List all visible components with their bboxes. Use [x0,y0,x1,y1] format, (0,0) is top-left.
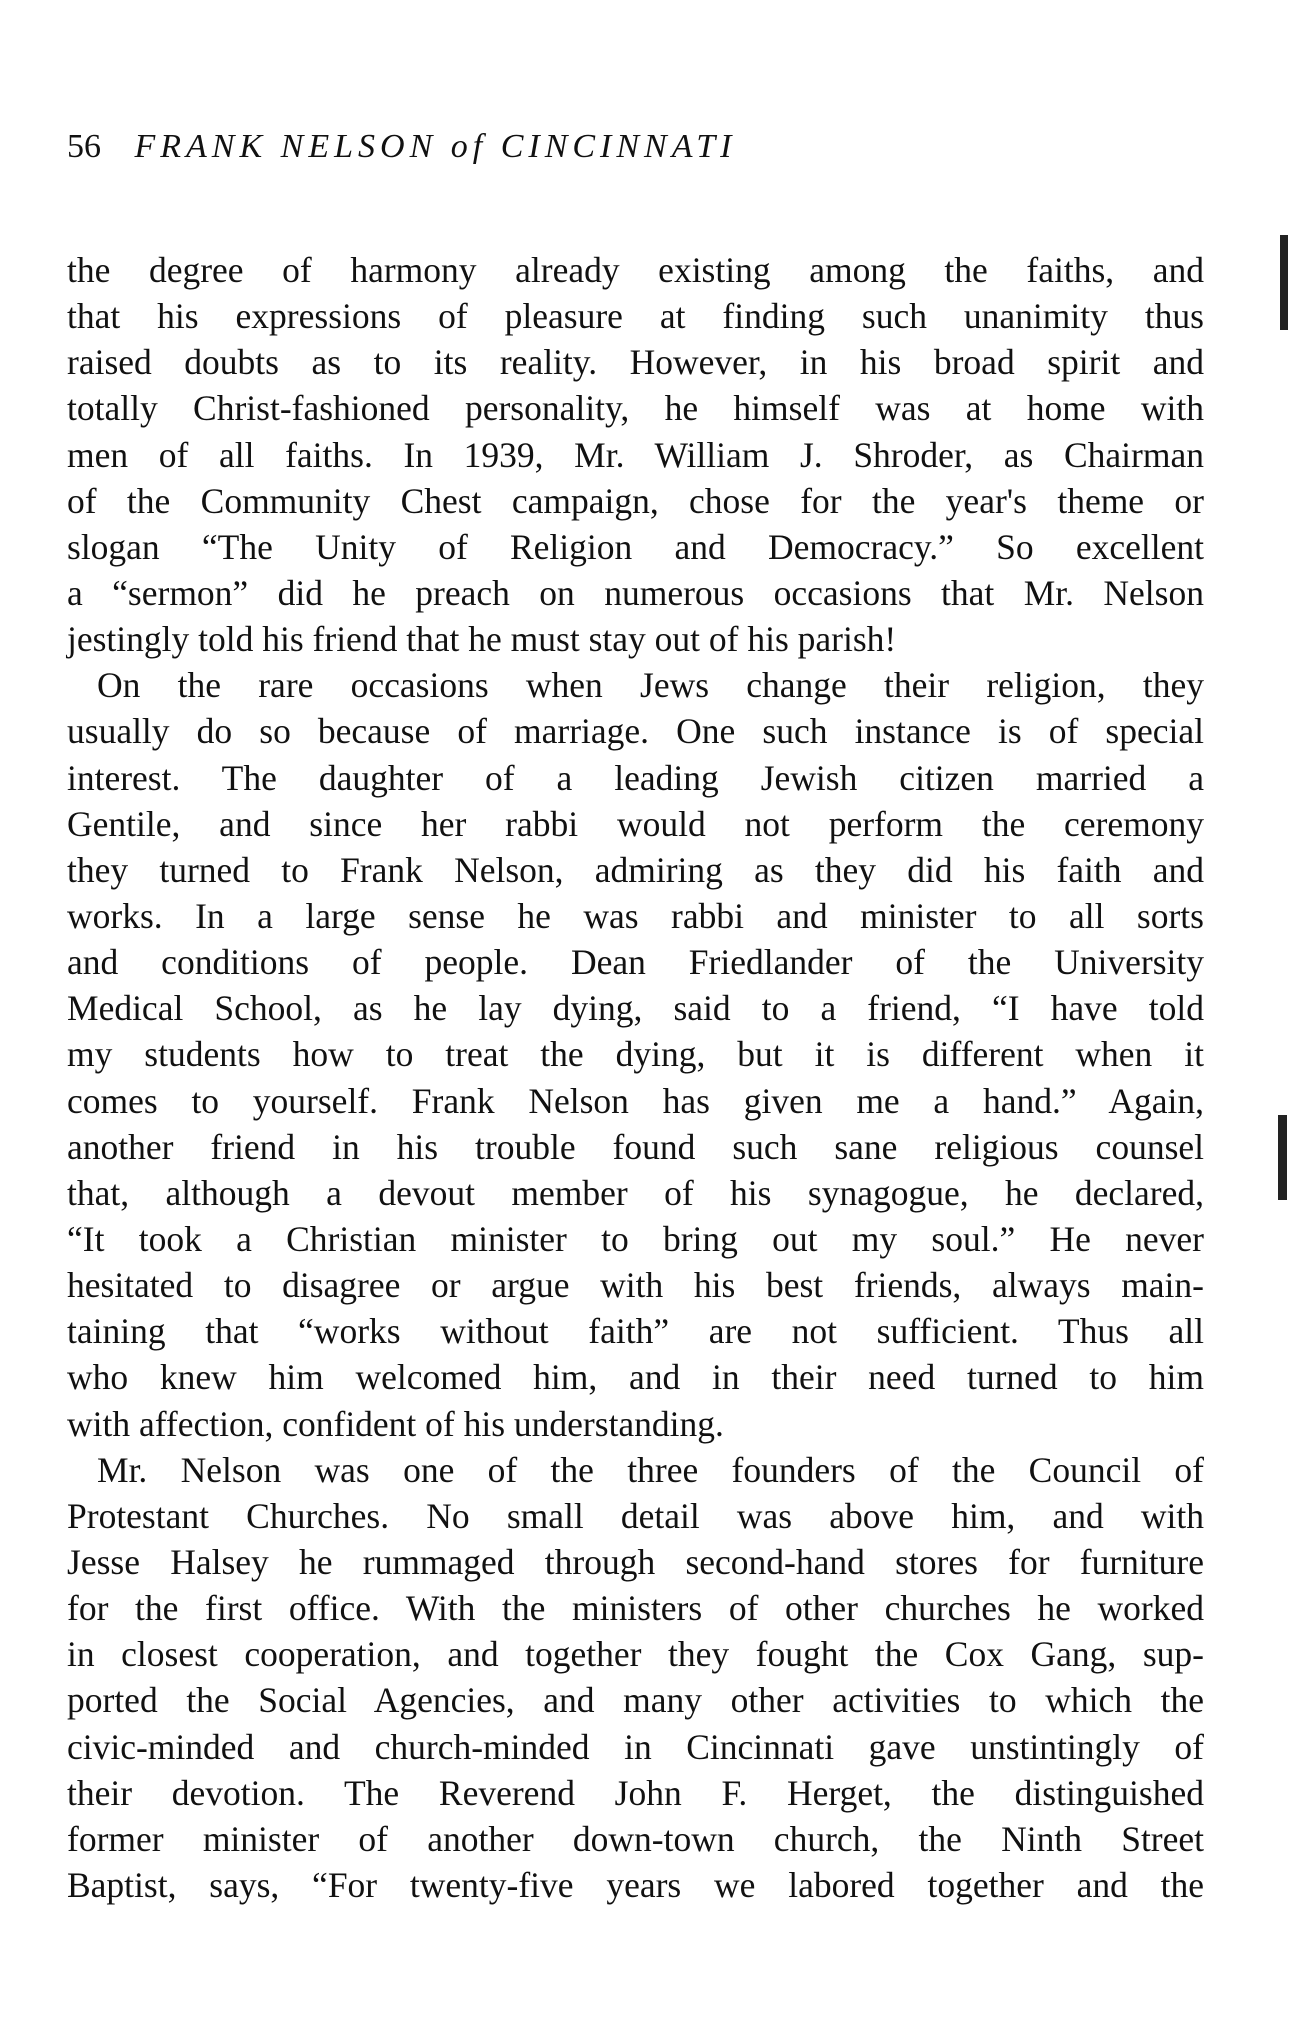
text-line: former minister of another down-town church, the Ninth Street [67,1818,1204,1859]
text-line: comes to yourself. Frank Nelson has given me a hand.” Again, [67,1080,1204,1121]
scan-margin-mark [1278,1115,1287,1200]
text-line: hesitated to disagree or argue with his best friends, always main- [67,1265,1204,1306]
text-line: totally Christ-fashioned personality, he himself was at home with [67,388,1204,429]
text-line: taining that “works without faith” are not sufficient. Thus all [67,1311,1204,1352]
text-line: their devotion. The Reverend John F. Herget, the distinguished [67,1772,1204,1813]
text-line: men of all faiths. In 1939, Mr. William J. Shroder, as Chairman [67,434,1204,475]
text-line: On the rare occasions when Jews change their religion, they [97,665,1204,706]
text-line: Jesse Halsey he rummaged through second-hand stores for furniture [67,1541,1204,1582]
running-title: FRANK NELSON of CINCINNATI [134,128,737,165]
text-line: Mr. Nelson was one of the three founders of the Council of [97,1449,1204,1490]
text-line: civic-minded and church-minded in Cincinnati gave unstintingly of [67,1726,1204,1767]
text-line: for the first office. With the ministers of other churches he worked [67,1588,1204,1629]
text-line: the degree of harmony already existing among the faiths, and [67,250,1204,290]
text-line: that, although a devout member of his synagogue, he declared, [67,1172,1204,1213]
text-line: works. In a large sense he was rabbi and minister to all sorts [67,895,1204,936]
text-line: and conditions of people. Dean Friedlander of the University [67,942,1204,983]
text-line: jestingly told his friend that he must stay out of his parish! [67,619,897,660]
text-line: ported the Social Agencies, and many other activities to which the [67,1680,1204,1721]
text-line: slogan “The Unity of Religion and Democracy.” So excellent [67,526,1204,567]
text-line: interest. The daughter of a leading Jewish citizen married a [67,757,1204,798]
text-line: usually do so because of marriage. One such instance is of special [67,711,1204,752]
scan-margin-mark [1280,235,1288,330]
text-line: Protestant Churches. No small detail was above him, and with [67,1495,1204,1536]
text-line: Gentile, and since her rabbi would not perform the ceremony [67,803,1204,844]
text-line: Medical School, as he lay dying, said to a friend, “I have told [67,988,1204,1029]
running-header [67,128,736,166]
text-line: raised doubts as to its reality. However, in his broad spirit and [67,342,1204,383]
text-line: a “sermon” did he preach on numerous occasions that Mr. Nelson [67,572,1204,613]
text-line: of the Community Chest campaign, chose for the year's theme or [67,480,1204,521]
text-line: in closest cooperation, and together they fought the Cox Gang, sup- [67,1634,1204,1675]
text-line: my students how to treat the dying, but it is different when it [67,1034,1204,1075]
text-line: they turned to Frank Nelson, admiring as they did his faith and [67,849,1204,890]
text-line: that his expressions of pleasure at finding such unanimity thus [67,296,1204,337]
text-line: Baptist, says, “For twenty-five years we labored together and the [67,1864,1204,1905]
text-line: with affection, confident of his understanding. [67,1403,724,1444]
text-line: who knew him welcomed him, and in their need turned to him [67,1357,1204,1398]
text-line: another friend in his trouble found such sane religious counsel [67,1126,1204,1167]
body-text [67,247,1204,1908]
text-line: “It took a Christian minister to bring out my soul.” He never [67,1218,1204,1259]
page-number: 56 [67,128,101,165]
